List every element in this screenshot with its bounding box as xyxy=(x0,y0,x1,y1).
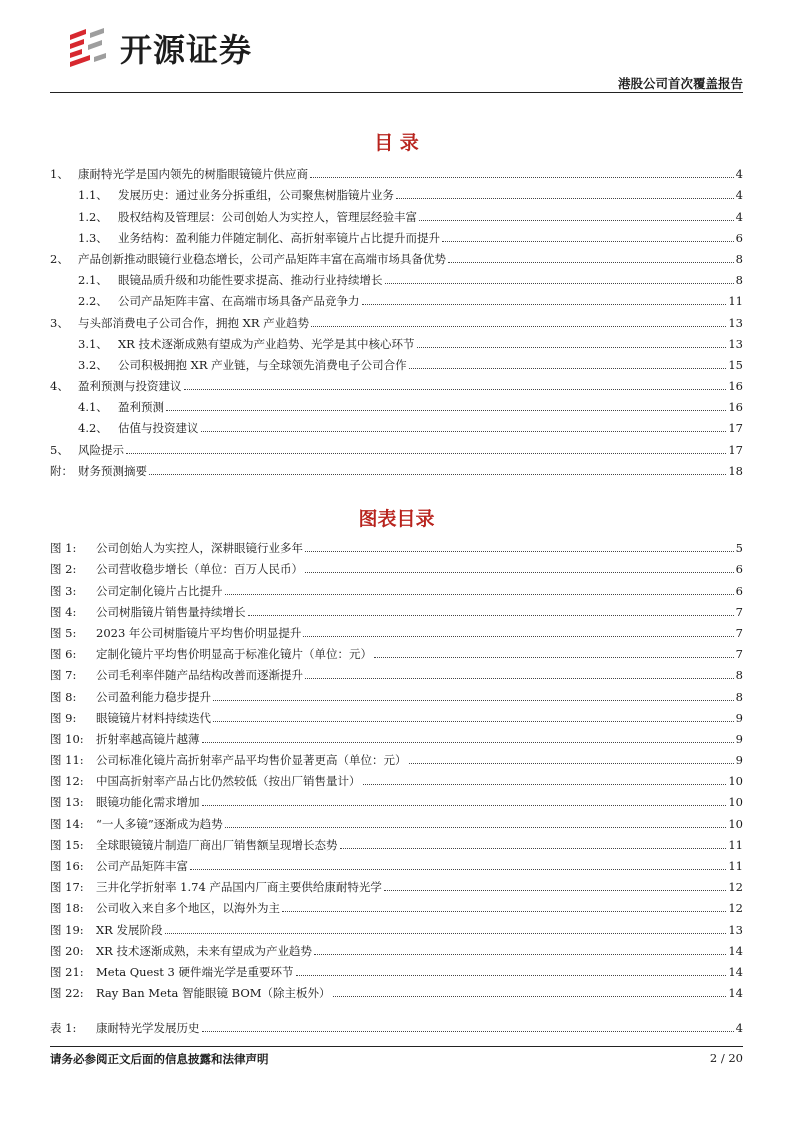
figure-entry-page: 13 xyxy=(728,922,743,937)
figure-entry[interactable] xyxy=(50,725,743,746)
table-entry-number: 表 1: xyxy=(50,1021,77,1036)
figure-entry-page: 10 xyxy=(728,795,743,810)
figure-entry-page: 9 xyxy=(735,731,743,746)
toc-entry-page: 17 xyxy=(728,421,743,436)
figure-entry-number: 图 19: xyxy=(50,922,84,937)
figure-entry-leader xyxy=(409,762,734,764)
kaiyuan-logo-icon xyxy=(64,25,110,71)
toc-entry-leader xyxy=(310,176,734,178)
figure-entry-page: 8 xyxy=(735,668,743,683)
figure-entry-title: 眼镜镜片材料持续迭代 xyxy=(96,710,211,725)
toc-entry[interactable] xyxy=(50,457,743,478)
toc-entry-number: 2.2、 xyxy=(78,294,108,309)
toc-entry-title: 盈利预测 xyxy=(118,400,164,415)
figure-entry[interactable] xyxy=(50,534,743,555)
figure-entry-leader xyxy=(314,953,726,955)
figure-entry-title: 公司树脂镜片销售量持续增长 xyxy=(96,604,246,619)
figure-entry[interactable] xyxy=(50,598,743,619)
toc-entry-page: 13 xyxy=(728,336,743,351)
toc-entry-page: 4 xyxy=(735,167,743,182)
brand-name: 开源证券 xyxy=(120,31,253,69)
report-type: 港股公司首次覆盖报告 xyxy=(617,76,743,91)
footer-divider xyxy=(50,1046,743,1047)
figure-entry-page: 7 xyxy=(735,625,743,640)
figure-entry-page: 6 xyxy=(735,583,743,598)
toc-entry-leader xyxy=(149,473,726,475)
toc-entry-title: 盈利预测与投资建议 xyxy=(78,379,182,394)
toc-entry-page: 16 xyxy=(728,400,743,415)
toc-entry[interactable] xyxy=(50,393,743,414)
figure-entry-leader xyxy=(305,550,734,552)
toc-entry-number: 4.1、 xyxy=(78,400,108,415)
figure-entry[interactable] xyxy=(50,704,743,725)
figure-entry-title: Ray Ban Meta 智能眼镜 BOM（除主板外） xyxy=(96,986,331,1001)
figure-entry-title: “一人多镜”逐渐成为趋势 xyxy=(96,816,223,831)
toc-entry-title: 风险提示 xyxy=(78,442,124,457)
figure-entry-page: 8 xyxy=(735,689,743,704)
figure-entry-leader xyxy=(202,804,727,806)
figure-entry-title: 公司收入来自多个地区，以海外为主 xyxy=(96,901,280,916)
footer-disclaimer: 请务必参阅正文后面的信息披露和法律声明 xyxy=(50,1052,269,1066)
toc-entry[interactable] xyxy=(50,308,743,329)
figure-entry-page: 7 xyxy=(735,647,743,662)
figure-entry[interactable] xyxy=(50,576,743,597)
figure-entry-leader xyxy=(303,635,733,637)
figure-entry-title: 公司营收稳步增长（单位：百万人民币） xyxy=(96,562,303,577)
figure-entry[interactable] xyxy=(50,958,743,979)
figure-entry[interactable] xyxy=(50,809,743,830)
figure-entry-page: 11 xyxy=(728,859,743,873)
figure-entry-page: 12 xyxy=(728,880,743,895)
figure-entry[interactable] xyxy=(50,788,743,809)
toc-entry[interactable] xyxy=(50,330,743,351)
figure-entry-page: 9 xyxy=(735,710,743,725)
figure-entry-number: 图 16: xyxy=(50,859,84,873)
toc-entry-title: 与头部消费电子公司合作，拥抱 XR 产业趋势 xyxy=(78,315,310,330)
figure-entry-number: 图 2: xyxy=(50,562,77,577)
toc-entry[interactable] xyxy=(50,202,743,223)
header-divider xyxy=(50,92,743,93)
toc-title: 目 录 xyxy=(374,132,419,154)
figure-entry-title: 公司毛利率伴随产品结构改善而逐渐提升 xyxy=(96,668,303,683)
figure-entry-title: 公司创始人为实控人，深耕眼镜行业多年 xyxy=(96,541,303,556)
toc-entry[interactable] xyxy=(50,435,743,456)
toc-entry[interactable] xyxy=(50,245,743,266)
toc-entry-leader xyxy=(396,197,734,199)
figure-entry[interactable] xyxy=(50,831,743,852)
figure-entry-number: 图 10: xyxy=(50,731,84,746)
toc-entry-number: 1.2、 xyxy=(78,209,108,224)
figure-entry-leader xyxy=(213,699,734,701)
toc-entry-number: 1.3、 xyxy=(78,230,108,245)
figure-entry-title: 公司定制化镜片占比提升 xyxy=(96,583,223,598)
toc-entry-number: 4.2、 xyxy=(78,421,108,436)
brand-logo xyxy=(64,24,252,72)
figure-entry[interactable] xyxy=(50,682,743,703)
toc-entry[interactable] xyxy=(50,266,743,287)
toc-entry[interactable] xyxy=(50,181,743,202)
figure-entry-leader xyxy=(165,932,727,934)
toc-entry[interactable] xyxy=(50,372,743,393)
toc-entry[interactable] xyxy=(50,414,743,435)
toc-entry-leader xyxy=(442,240,734,242)
figure-entry-number: 图 15: xyxy=(50,837,84,852)
figure-entry-title: 公司盈利能力稳步提升 xyxy=(96,689,211,704)
toc-entry-page: 11 xyxy=(728,294,743,309)
toc-entry-title: 康耐特光学是国内领先的树脂眼镜镜片供应商 xyxy=(78,167,308,182)
toc-entry-leader xyxy=(126,452,726,454)
toc-entry-title: 估值与投资建议 xyxy=(118,421,199,436)
toc-entry-leader xyxy=(417,346,727,348)
toc-entry-page: 8 xyxy=(735,273,743,288)
figure-entry-leader xyxy=(225,826,727,828)
figure-entry-number: 图 3: xyxy=(50,583,77,598)
toc-entry-page: 17 xyxy=(728,442,743,457)
toc-entry-title: 公司产品矩阵丰富、在高端市场具备产品竞争力 xyxy=(118,294,360,309)
figure-entry-leader xyxy=(248,614,734,616)
toc-entry-number: 1.1、 xyxy=(78,188,108,203)
figure-entry-title: Meta Quest 3 硬件端光学是重要环节 xyxy=(96,964,294,979)
figure-entry[interactable] xyxy=(50,555,743,576)
figure-entry-page: 5 xyxy=(735,541,743,556)
toc-entry-title: 股权结构及管理层：公司创始人为实控人，管理层经验丰富 xyxy=(118,209,417,224)
figure-entry-leader xyxy=(225,593,734,595)
toc-entry-page: 4 xyxy=(735,188,743,203)
toc-entry-number: 5、 xyxy=(50,442,69,457)
figure-entry-number: 图 18: xyxy=(50,901,84,916)
figure-entry-number: 图 5: xyxy=(50,625,77,640)
toc-entry-number: 3、 xyxy=(50,315,69,330)
figure-entry-leader xyxy=(282,910,726,912)
toc-entry-number: 3.1、 xyxy=(78,336,108,351)
figure-entry[interactable] xyxy=(50,852,743,873)
figure-entry-title: XR 发展阶段 xyxy=(96,922,163,937)
figure-entry-title: 定制化镜片平均售价明显高于标准化镜片（单位：元） xyxy=(96,647,372,662)
toc-entry-page: 13 xyxy=(728,315,743,330)
figure-entry-leader xyxy=(305,571,734,573)
figure-entry-number: 图 14: xyxy=(50,816,84,831)
figure-entry-page: 9 xyxy=(735,753,743,768)
figure-entry-number: 图 12: xyxy=(50,774,84,789)
figure-entry-title: 三井化学折射率 1.74 产品国内厂商主要供给康耐特光学 xyxy=(96,880,382,895)
toc-entry-page: 18 xyxy=(728,463,743,478)
figure-entry-title: 公司产品矩阵丰富 xyxy=(96,859,188,873)
toc-entry-title: 业务结构：盈利能力伴随定制化、高折射率镜片占比提升而提升 xyxy=(118,230,440,245)
figure-entry-number: 图 9: xyxy=(50,710,77,725)
toc-entry-number: 2.1、 xyxy=(78,273,108,288)
figure-entry-page: 14 xyxy=(728,986,743,1001)
figure-entry-page: 12 xyxy=(728,901,743,916)
figure-entry-number: 图 6: xyxy=(50,647,77,662)
toc-entry-leader xyxy=(166,409,726,411)
figure-entry-title: 公司标准化镜片高折射率产品平均售价显著更高（单位：元） xyxy=(96,753,407,768)
toc-entry-title: 财务预测摘要 xyxy=(78,463,147,478)
figure-entry-title: 折射率越高镜片越薄 xyxy=(96,731,200,746)
table-entry[interactable] xyxy=(50,1014,743,1035)
figure-entry-leader xyxy=(384,889,726,891)
figure-entry-page: 10 xyxy=(728,816,743,831)
toc-entry-leader xyxy=(184,388,727,390)
toc-entry-leader xyxy=(311,325,726,327)
figure-entry-number: 图 17: xyxy=(50,880,84,895)
figure-entry-leader xyxy=(305,677,734,679)
table-of-contents xyxy=(50,160,743,478)
figure-entry-leader xyxy=(190,868,726,870)
figure-entry-title: 中国高折射率产品占比仍然较低（按出厂销售量计） xyxy=(96,774,361,789)
figure-entry-leader xyxy=(213,720,734,722)
figure-entry-page: 11 xyxy=(728,837,743,852)
figure-entry-leader xyxy=(202,741,734,743)
toc-entry-leader xyxy=(201,430,727,432)
figure-entry-leader xyxy=(374,656,734,658)
toc-entry-page: 8 xyxy=(735,251,743,266)
figure-entry-title: 2023 年公司树脂镜片平均售价明显提升 xyxy=(96,625,302,640)
page-indicator: 2 / 20 xyxy=(709,1051,743,1065)
toc-entry-title: XR 技术逐渐成熟有望成为产业趋势、光学是其中核心环节 xyxy=(118,336,415,351)
toc-entry[interactable] xyxy=(50,351,743,372)
toc-entry-number: 3.2、 xyxy=(78,357,108,372)
toc-entry-number: 1、 xyxy=(50,167,69,182)
figure-entry[interactable] xyxy=(50,767,743,788)
figure-entry-page: 7 xyxy=(735,604,743,619)
toc-entry-page: 15 xyxy=(728,357,743,372)
toc-entry-leader xyxy=(409,367,727,369)
figure-entry-number: 图 22: xyxy=(50,986,84,1001)
toc-entry[interactable] xyxy=(50,287,743,308)
toc-entry[interactable] xyxy=(50,224,743,245)
figure-entry-number: 图 20: xyxy=(50,943,84,958)
figure-entry-page: 14 xyxy=(728,964,743,979)
figure-entry-leader xyxy=(333,995,727,997)
figure-entry-page: 14 xyxy=(728,943,743,958)
toc-entry-leader xyxy=(362,303,727,305)
figure-entry[interactable] xyxy=(50,894,743,915)
figure-entry[interactable] xyxy=(50,915,743,936)
figure-entry[interactable] xyxy=(50,937,743,958)
table-entry-page: 4 xyxy=(735,1021,743,1036)
toc-entry-number: 4、 xyxy=(50,379,69,394)
figure-entry-number: 图 8: xyxy=(50,689,77,704)
figure-entry-page: 6 xyxy=(735,562,743,577)
table-list xyxy=(50,1014,743,1035)
toc-entry-page: 6 xyxy=(735,230,743,245)
figure-entry-title: XR 技术逐渐成熟，未来有望成为产业趋势 xyxy=(96,943,312,958)
figure-entry-leader xyxy=(340,847,727,849)
table-entry-leader xyxy=(202,1030,734,1032)
figure-entry-number: 图 21: xyxy=(50,964,84,979)
figure-entry[interactable] xyxy=(50,746,743,767)
table-entry-title: 康耐特光学发展历史 xyxy=(96,1021,200,1036)
toc-entry-title: 产品创新推动眼镜行业稳态增长，公司产品矩阵丰富在高端市场具备优势 xyxy=(78,251,446,266)
toc-entry-number: 2、 xyxy=(50,251,69,266)
toc-entry-title: 公司积极拥抱 XR 产业链，与全球领先消费电子公司合作 xyxy=(118,357,407,372)
figure-entry[interactable] xyxy=(50,619,743,640)
figures-title: 图表目录 xyxy=(358,508,435,530)
figure-entry-number: 图 1: xyxy=(50,541,77,556)
figure-entry-title: 眼镜功能化需求增加 xyxy=(96,795,200,810)
toc-entry-leader xyxy=(419,219,734,221)
figure-entry[interactable] xyxy=(50,661,743,682)
toc-entry-page: 16 xyxy=(728,379,743,394)
figure-entry-number: 图 7: xyxy=(50,668,77,683)
toc-entry[interactable] xyxy=(50,160,743,181)
figure-entry[interactable] xyxy=(50,979,743,1000)
toc-entry-page: 4 xyxy=(735,209,743,224)
toc-entry-leader xyxy=(448,261,734,263)
figure-entry-leader xyxy=(363,783,727,785)
figure-entry-title: 全球眼镜镜片制造厂商出厂销售额呈现增长态势 xyxy=(96,837,338,852)
toc-entry-title: 眼镜品质升级和功能性要求提高、推动行业持续增长 xyxy=(118,273,383,288)
figure-entry-leader xyxy=(296,974,727,976)
figure-entry[interactable] xyxy=(50,873,743,894)
figure-entry-number: 图 4: xyxy=(50,604,77,619)
figure-list xyxy=(50,534,743,1000)
figure-entry[interactable] xyxy=(50,640,743,661)
figure-entry-page: 10 xyxy=(728,774,743,789)
toc-entry-number: 附： xyxy=(50,463,73,478)
figure-entry-number: 图 13: xyxy=(50,795,84,810)
figure-entry-number: 图 11: xyxy=(50,753,84,768)
toc-entry-title: 发展历史：通过业务分拆重组，公司聚焦树脂镜片业务 xyxy=(118,188,394,203)
toc-entry-leader xyxy=(385,282,734,284)
